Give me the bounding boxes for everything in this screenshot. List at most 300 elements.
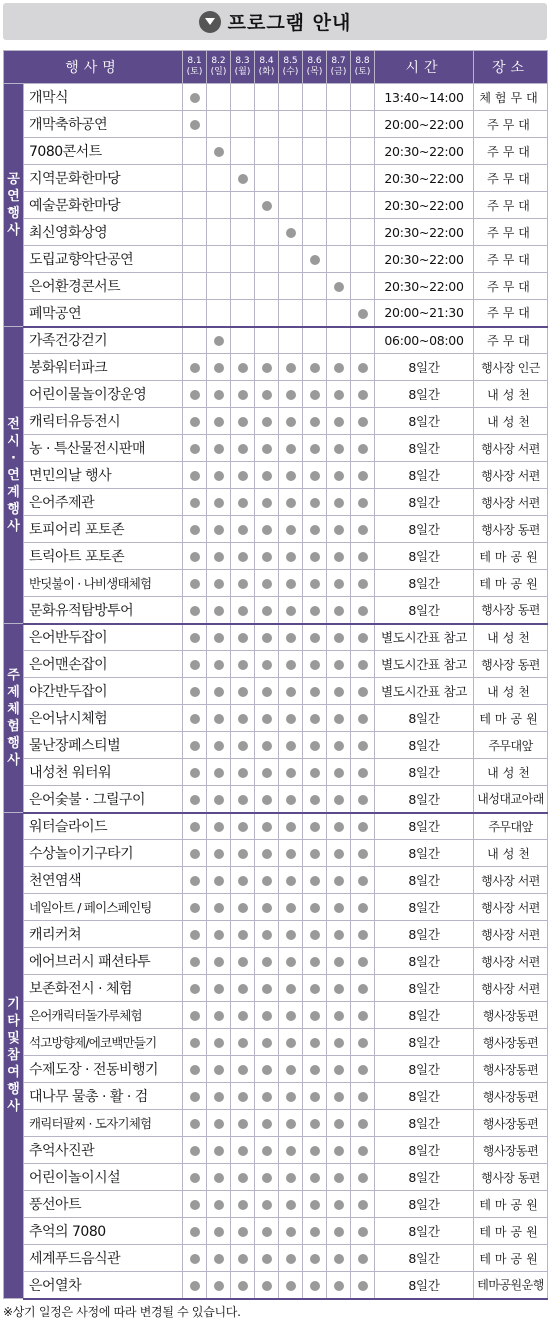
day-cell — [303, 948, 327, 975]
scheduled-dot-icon — [334, 822, 344, 832]
day-cell — [255, 1056, 279, 1083]
event-name: 석고방향제/에코백만들기 — [24, 1029, 183, 1056]
day-cell — [279, 327, 303, 354]
day-cell — [231, 1083, 255, 1110]
day-cell — [231, 732, 255, 759]
event-name: 봉화워터파크 — [24, 354, 183, 381]
scheduled-dot-icon — [358, 390, 368, 400]
scheduled-dot-icon — [214, 606, 224, 616]
day-cell — [207, 759, 231, 786]
scheduled-dot-icon — [286, 1038, 296, 1048]
day-cell — [183, 435, 207, 462]
scheduled-dot-icon — [310, 1119, 320, 1129]
event-name: 은어환경콘서트 — [24, 273, 183, 300]
day-cell — [183, 489, 207, 516]
scheduled-dot-icon — [214, 957, 224, 967]
day-cell — [183, 705, 207, 732]
day-cell — [207, 975, 231, 1002]
day-cell — [255, 489, 279, 516]
table-row — [4, 840, 548, 867]
scheduled-dot-icon — [214, 552, 224, 562]
day-cell — [351, 786, 375, 813]
event-time: 8일간 — [375, 840, 474, 867]
event-time: 06:00~08:00 — [375, 327, 474, 354]
day-cell — [327, 1002, 351, 1029]
table-row — [4, 1218, 548, 1245]
table-row — [4, 246, 548, 273]
day-cell — [351, 300, 375, 327]
day-cell — [327, 867, 351, 894]
day-cell — [207, 84, 231, 111]
scheduled-dot-icon — [358, 876, 368, 886]
scheduled-dot-icon — [334, 1038, 344, 1048]
scheduled-dot-icon — [238, 1281, 248, 1291]
day-cell — [303, 1056, 327, 1083]
day-cell — [351, 435, 375, 462]
scheduled-dot-icon — [262, 1173, 272, 1183]
table-row — [4, 1083, 548, 1110]
scheduled-dot-icon — [214, 525, 224, 535]
day-cell — [303, 435, 327, 462]
page-title: 프로그램 안내 — [227, 12, 352, 34]
day-cell — [303, 408, 327, 435]
scheduled-dot-icon — [310, 1227, 320, 1237]
scheduled-dot-icon — [238, 1173, 248, 1183]
table-row — [4, 219, 548, 246]
scheduled-dot-icon — [262, 417, 272, 427]
day-cell — [351, 192, 375, 219]
day-cell — [303, 273, 327, 300]
scheduled-dot-icon — [238, 741, 248, 751]
event-time: 20:00~22:00 — [375, 111, 474, 138]
day-cell — [231, 786, 255, 813]
day-cell — [231, 813, 255, 840]
day-cell — [207, 1056, 231, 1083]
day-cell — [327, 1272, 351, 1299]
header-place: 장소 — [474, 51, 548, 84]
scheduled-dot-icon — [286, 930, 296, 940]
day-cell — [183, 678, 207, 705]
day-cell — [231, 327, 255, 354]
scheduled-dot-icon — [190, 93, 200, 103]
day-cell — [327, 1029, 351, 1056]
day-cell — [279, 1218, 303, 1245]
day-cell — [207, 786, 231, 813]
scheduled-dot-icon — [334, 552, 344, 562]
scheduled-dot-icon — [358, 849, 368, 859]
day-cell — [183, 300, 207, 327]
scheduled-dot-icon — [190, 741, 200, 751]
day-cell — [327, 570, 351, 597]
day-cell — [183, 327, 207, 354]
scheduled-dot-icon — [334, 795, 344, 805]
day-cell — [183, 111, 207, 138]
event-place: 행사장동편 — [474, 1056, 548, 1083]
day-cell — [327, 1083, 351, 1110]
day-cell — [279, 300, 303, 327]
scheduled-dot-icon — [190, 1227, 200, 1237]
day-cell — [207, 192, 231, 219]
day-cell — [303, 543, 327, 570]
table-row — [4, 84, 548, 111]
day-cell — [231, 462, 255, 489]
table-row — [4, 111, 548, 138]
table-row — [4, 813, 548, 840]
scheduled-dot-icon — [286, 957, 296, 967]
event-name: 에어브러시 패션타투 — [24, 948, 183, 975]
event-time: 8일간 — [375, 516, 474, 543]
day-cell — [351, 1164, 375, 1191]
day-cell — [183, 138, 207, 165]
day-cell — [255, 111, 279, 138]
event-name: 대나무 물총 · 활 · 검 — [24, 1083, 183, 1110]
event-name: 면민의날 행사 — [24, 462, 183, 489]
day-cell — [351, 975, 375, 1002]
scheduled-dot-icon — [358, 1227, 368, 1237]
event-place: 내성천 — [474, 408, 548, 435]
table-row — [4, 732, 548, 759]
table-row — [4, 1164, 548, 1191]
day-cell — [327, 435, 351, 462]
scheduled-dot-icon — [310, 255, 320, 265]
day-cell — [255, 678, 279, 705]
scheduled-dot-icon — [310, 1200, 320, 1210]
day-cell — [303, 462, 327, 489]
event-time: 별도시간표 참고 — [375, 678, 474, 705]
event-place: 테마공원 — [474, 1218, 548, 1245]
day-cell — [303, 786, 327, 813]
day-cell — [255, 759, 279, 786]
day-cell — [303, 219, 327, 246]
day-cell — [279, 1083, 303, 1110]
scheduled-dot-icon — [214, 1119, 224, 1129]
day-cell — [255, 1218, 279, 1245]
day-cell — [183, 759, 207, 786]
scheduled-dot-icon — [358, 606, 368, 616]
day-cell — [279, 381, 303, 408]
day-cell — [207, 381, 231, 408]
day-cell — [303, 1164, 327, 1191]
category-label: 전 시 · 연 계 행 사 — [4, 327, 24, 624]
day-cell — [303, 300, 327, 327]
scheduled-dot-icon — [190, 687, 200, 697]
event-name: 7080콘서트 — [24, 138, 183, 165]
day-cell — [183, 408, 207, 435]
scheduled-dot-icon — [310, 1092, 320, 1102]
day-cell — [303, 381, 327, 408]
scheduled-dot-icon — [214, 1011, 224, 1021]
day-cell — [207, 327, 231, 354]
scheduled-dot-icon — [238, 1227, 248, 1237]
day-cell — [327, 246, 351, 273]
day-cell — [231, 1029, 255, 1056]
scheduled-dot-icon — [310, 417, 320, 427]
day-cell — [351, 516, 375, 543]
day-cell — [207, 921, 231, 948]
day-cell — [279, 408, 303, 435]
scheduled-dot-icon — [262, 795, 272, 805]
scheduled-dot-icon — [334, 1092, 344, 1102]
day-cell — [207, 705, 231, 732]
day-cell — [255, 327, 279, 354]
day-cell — [351, 273, 375, 300]
day-cell — [255, 651, 279, 678]
scheduled-dot-icon — [238, 633, 248, 643]
event-name: 은어캐릭터돌가루체험 — [24, 1002, 183, 1029]
event-time: 8일간 — [375, 462, 474, 489]
scheduled-dot-icon — [286, 417, 296, 427]
event-place: 주무대 — [474, 111, 548, 138]
day-cell — [255, 813, 279, 840]
day-cell — [207, 543, 231, 570]
scheduled-dot-icon — [238, 957, 248, 967]
scheduled-dot-icon — [286, 795, 296, 805]
scheduled-dot-icon — [286, 1227, 296, 1237]
scheduled-dot-icon — [358, 444, 368, 454]
event-name: 네일아트 / 페이스페인팅 — [24, 894, 183, 921]
scheduled-dot-icon — [214, 876, 224, 886]
scheduled-dot-icon — [238, 1146, 248, 1156]
event-place: 테마공원 — [474, 705, 548, 732]
event-time: 8일간 — [375, 597, 474, 624]
event-place: 테마공원 — [474, 543, 548, 570]
program-rows — [4, 84, 548, 1299]
scheduled-dot-icon — [358, 822, 368, 832]
day-cell — [351, 138, 375, 165]
event-name: 세계푸드음식관 — [24, 1245, 183, 1272]
day-cell — [351, 894, 375, 921]
event-name: 개막식 — [24, 84, 183, 111]
event-place: 테마공원 — [474, 1245, 548, 1272]
scheduled-dot-icon — [262, 1146, 272, 1156]
scheduled-dot-icon — [262, 822, 272, 832]
scheduled-dot-icon — [238, 174, 248, 184]
day-cell — [279, 354, 303, 381]
day-cell — [183, 1056, 207, 1083]
program-table — [3, 50, 548, 1300]
table-row — [4, 1056, 548, 1083]
scheduled-dot-icon — [190, 714, 200, 724]
scheduled-dot-icon — [214, 1281, 224, 1291]
event-name: 반딧불이 · 나비생태체험 — [24, 570, 183, 597]
day-cell — [351, 948, 375, 975]
event-name: 문화유적탐방투어 — [24, 597, 183, 624]
day-cell — [303, 921, 327, 948]
event-name: 천연염색 — [24, 867, 183, 894]
day-cell — [279, 597, 303, 624]
event-time: 8일간 — [375, 705, 474, 732]
scheduled-dot-icon — [334, 1281, 344, 1291]
scheduled-dot-icon — [262, 363, 272, 373]
day-cell — [183, 894, 207, 921]
day-cell — [255, 1191, 279, 1218]
scheduled-dot-icon — [238, 444, 248, 454]
event-time: 8일간 — [375, 1164, 474, 1191]
day-cell — [255, 1083, 279, 1110]
day-cell — [327, 1218, 351, 1245]
table-row — [4, 759, 548, 786]
day-cell — [255, 543, 279, 570]
day-cell — [327, 381, 351, 408]
table-row — [4, 381, 548, 408]
day-cell — [279, 219, 303, 246]
event-time: 8일간 — [375, 975, 474, 1002]
scheduled-dot-icon — [190, 444, 200, 454]
day-cell — [279, 1137, 303, 1164]
scheduled-dot-icon — [190, 606, 200, 616]
day-cell — [279, 516, 303, 543]
scheduled-dot-icon — [262, 201, 272, 211]
header-date: 8.4 (화) — [255, 51, 279, 84]
day-cell — [231, 273, 255, 300]
day-cell — [255, 570, 279, 597]
event-name: 은어숯불 · 그릴구이 — [24, 786, 183, 813]
day-cell — [327, 624, 351, 651]
day-cell — [255, 975, 279, 1002]
day-cell — [351, 219, 375, 246]
day-cell — [255, 1110, 279, 1137]
day-cell — [303, 1029, 327, 1056]
scheduled-dot-icon — [190, 120, 200, 130]
scheduled-dot-icon — [214, 498, 224, 508]
day-cell — [327, 975, 351, 1002]
scheduled-dot-icon — [238, 1065, 248, 1075]
event-place: 주무대 — [474, 192, 548, 219]
event-time: 8일간 — [375, 1056, 474, 1083]
day-cell — [255, 624, 279, 651]
event-place: 테마공원 — [474, 570, 548, 597]
table-row — [4, 948, 548, 975]
event-name: 은어열차 — [24, 1272, 183, 1299]
event-time: 별도시간표 참고 — [375, 624, 474, 651]
event-name: 토피어리 포토존 — [24, 516, 183, 543]
scheduled-dot-icon — [214, 1065, 224, 1075]
day-cell — [207, 1218, 231, 1245]
scheduled-dot-icon — [214, 1146, 224, 1156]
event-name: 내성천 워터워 — [24, 759, 183, 786]
day-cell — [183, 1002, 207, 1029]
scheduled-dot-icon — [214, 147, 224, 157]
day-cell — [207, 570, 231, 597]
day-cell — [351, 1272, 375, 1299]
day-cell — [279, 759, 303, 786]
day-cell — [279, 948, 303, 975]
day-cell — [303, 1218, 327, 1245]
scheduled-dot-icon — [358, 633, 368, 643]
event-time: 8일간 — [375, 948, 474, 975]
day-cell — [255, 597, 279, 624]
day-cell — [303, 975, 327, 1002]
day-cell — [303, 1272, 327, 1299]
scheduled-dot-icon — [190, 1092, 200, 1102]
table-row — [4, 894, 548, 921]
day-cell — [207, 489, 231, 516]
scheduled-dot-icon — [286, 579, 296, 589]
day-cell — [279, 921, 303, 948]
day-cell — [255, 354, 279, 381]
event-place: 주무대 — [474, 219, 548, 246]
event-time: 8일간 — [375, 1272, 474, 1299]
event-name: 추억의 7080 — [24, 1218, 183, 1245]
day-cell — [255, 462, 279, 489]
scheduled-dot-icon — [358, 1200, 368, 1210]
day-cell — [231, 651, 255, 678]
event-name: 물난장페스티벌 — [24, 732, 183, 759]
scheduled-dot-icon — [262, 579, 272, 589]
day-cell — [279, 1002, 303, 1029]
event-time: 20:30~22:00 — [375, 219, 474, 246]
day-cell — [231, 1218, 255, 1245]
scheduled-dot-icon — [286, 552, 296, 562]
scheduled-dot-icon — [286, 1065, 296, 1075]
scheduled-dot-icon — [286, 228, 296, 238]
day-cell — [231, 165, 255, 192]
scheduled-dot-icon — [238, 471, 248, 481]
event-place: 주무대 — [474, 327, 548, 354]
day-cell — [231, 948, 255, 975]
day-cell — [231, 516, 255, 543]
day-cell — [231, 921, 255, 948]
scheduled-dot-icon — [214, 903, 224, 913]
scheduled-dot-icon — [286, 498, 296, 508]
day-cell — [231, 84, 255, 111]
scheduled-dot-icon — [238, 417, 248, 427]
event-place: 행사장 동편 — [474, 1164, 548, 1191]
day-cell — [255, 192, 279, 219]
scheduled-dot-icon — [286, 1011, 296, 1021]
event-time: 8일간 — [375, 1191, 474, 1218]
day-cell — [351, 867, 375, 894]
day-cell — [303, 84, 327, 111]
day-cell — [207, 651, 231, 678]
scheduled-dot-icon — [214, 579, 224, 589]
scheduled-dot-icon — [310, 741, 320, 751]
day-cell — [183, 921, 207, 948]
event-name: 개막축하공연 — [24, 111, 183, 138]
scheduled-dot-icon — [334, 1065, 344, 1075]
day-cell — [351, 678, 375, 705]
day-cell — [279, 138, 303, 165]
event-place: 행사장동편 — [474, 1002, 548, 1029]
scheduled-dot-icon — [238, 1092, 248, 1102]
day-cell — [351, 651, 375, 678]
day-cell — [303, 597, 327, 624]
day-cell — [303, 111, 327, 138]
scheduled-dot-icon — [190, 390, 200, 400]
day-cell — [351, 840, 375, 867]
day-cell — [207, 354, 231, 381]
day-cell — [231, 246, 255, 273]
event-time: 8일간 — [375, 1002, 474, 1029]
event-name: 은어맨손잡이 — [24, 651, 183, 678]
day-cell — [183, 1218, 207, 1245]
day-cell — [351, 111, 375, 138]
scheduled-dot-icon — [358, 795, 368, 805]
scheduled-dot-icon — [310, 1146, 320, 1156]
day-cell — [327, 489, 351, 516]
scheduled-dot-icon — [286, 606, 296, 616]
header-date: 8.5 (수) — [279, 51, 303, 84]
event-name: 폐막공연 — [24, 300, 183, 327]
scheduled-dot-icon — [286, 1092, 296, 1102]
day-cell — [255, 138, 279, 165]
scheduled-dot-icon — [238, 1119, 248, 1129]
event-place: 행사장동편 — [474, 1137, 548, 1164]
scheduled-dot-icon — [358, 363, 368, 373]
scheduled-dot-icon — [190, 957, 200, 967]
day-cell — [231, 1110, 255, 1137]
day-cell — [351, 813, 375, 840]
